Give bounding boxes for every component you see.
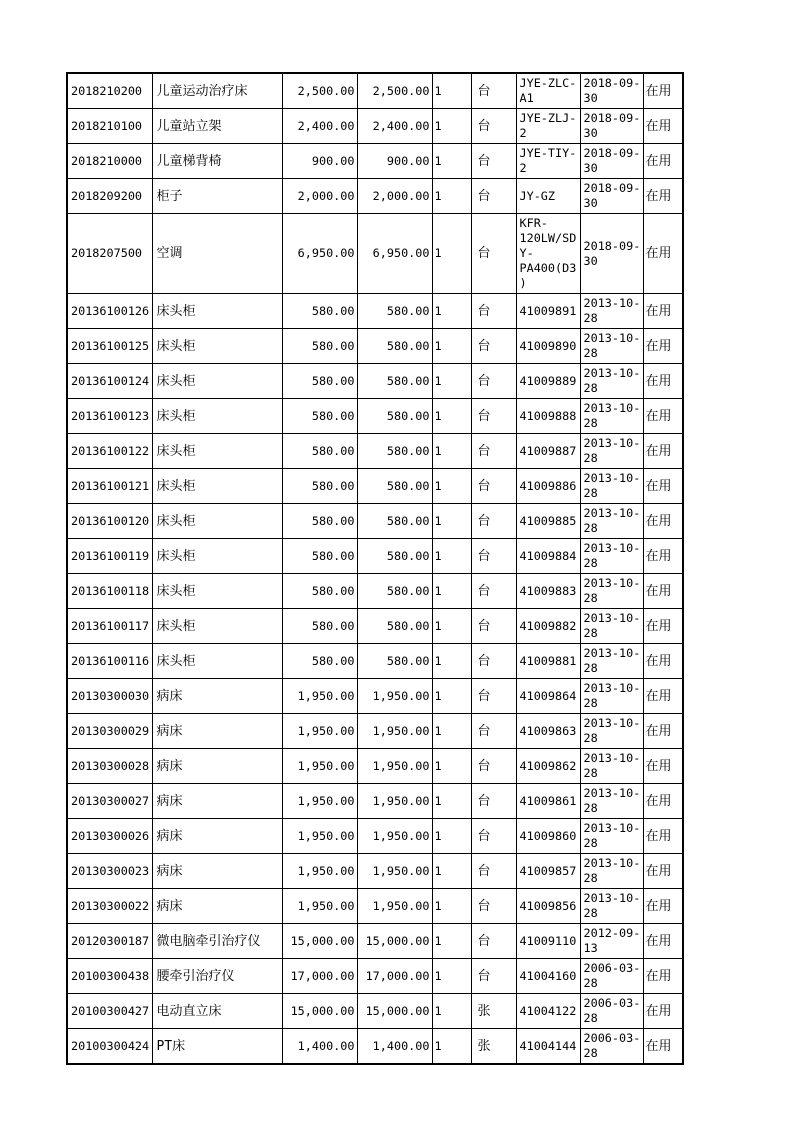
cell-unit: 台: [471, 819, 516, 854]
cell-amount: 1,950.00: [357, 714, 432, 749]
cell-unit-price: 580.00: [282, 294, 357, 329]
cell-unit: 台: [471, 644, 516, 679]
cell-asset-name: 床头柜: [152, 574, 282, 609]
cell-model-or-serial: 41009863: [516, 714, 580, 749]
cell-asset-name: 空调: [152, 214, 282, 294]
table-row: [67, 179, 683, 214]
cell-unit: 台: [471, 214, 516, 294]
cell-model-or-serial: 41004160: [516, 959, 580, 994]
table-row: [67, 959, 683, 994]
cell-amount: 1,950.00: [357, 749, 432, 784]
cell-asset-id: 2018210100: [67, 109, 152, 144]
table-row: [67, 644, 683, 679]
cell-model-or-serial: 41009856: [516, 889, 580, 924]
cell-asset-name: 床头柜: [152, 364, 282, 399]
cell-unit-price: 900.00: [282, 144, 357, 179]
cell-status: 在用: [643, 574, 683, 609]
cell-status: 在用: [643, 959, 683, 994]
table-row: [67, 574, 683, 609]
cell-date: 2013-10-28: [580, 539, 643, 574]
cell-quantity: 1: [432, 504, 471, 539]
cell-unit-price: 580.00: [282, 399, 357, 434]
cell-unit-price: 1,950.00: [282, 854, 357, 889]
cell-unit-price: 15,000.00: [282, 924, 357, 959]
cell-amount: 580.00: [357, 609, 432, 644]
cell-status: 在用: [643, 644, 683, 679]
cell-model-or-serial: 41009885: [516, 504, 580, 539]
cell-asset-id: 20136100117: [67, 609, 152, 644]
cell-quantity: 1: [432, 854, 471, 889]
cell-unit-price: 580.00: [282, 644, 357, 679]
table-row: [67, 294, 683, 329]
cell-model-or-serial: 41009864: [516, 679, 580, 714]
cell-model-or-serial: 41009891: [516, 294, 580, 329]
cell-quantity: 1: [432, 574, 471, 609]
cell-unit: 台: [471, 73, 516, 109]
cell-unit: 台: [471, 179, 516, 214]
table-row: [67, 214, 683, 294]
cell-asset-name: PT床: [152, 1029, 282, 1065]
cell-asset-name: 病床: [152, 749, 282, 784]
cell-date: 2018-09-30: [580, 179, 643, 214]
cell-amount: 580.00: [357, 469, 432, 504]
cell-unit: 台: [471, 924, 516, 959]
cell-unit: 台: [471, 329, 516, 364]
cell-unit: 台: [471, 434, 516, 469]
cell-status: 在用: [643, 784, 683, 819]
cell-unit-price: 6,950.00: [282, 214, 357, 294]
cell-asset-name: 床头柜: [152, 539, 282, 574]
cell-asset-name: 病床: [152, 679, 282, 714]
cell-asset-id: 20136100118: [67, 574, 152, 609]
cell-quantity: 1: [432, 714, 471, 749]
cell-unit: 台: [471, 364, 516, 399]
cell-unit-price: 2,500.00: [282, 73, 357, 109]
cell-model-or-serial: JYE-ZLJ-2: [516, 109, 580, 144]
cell-quantity: 1: [432, 294, 471, 329]
cell-quantity: 1: [432, 399, 471, 434]
cell-status: 在用: [643, 539, 683, 574]
table-row: [67, 609, 683, 644]
cell-amount: 1,950.00: [357, 889, 432, 924]
cell-status: 在用: [643, 434, 683, 469]
table-row: [67, 994, 683, 1029]
cell-asset-id: 20130300030: [67, 679, 152, 714]
cell-unit-price: 580.00: [282, 364, 357, 399]
cell-status: 在用: [643, 994, 683, 1029]
cell-asset-name: 病床: [152, 889, 282, 924]
cell-status: 在用: [643, 399, 683, 434]
cell-status: 在用: [643, 714, 683, 749]
cell-model-or-serial: 41009882: [516, 609, 580, 644]
table-row: [67, 469, 683, 504]
cell-asset-name: 床头柜: [152, 644, 282, 679]
cell-unit-price: 17,000.00: [282, 959, 357, 994]
cell-date: 2013-10-28: [580, 714, 643, 749]
cell-unit: 台: [471, 749, 516, 784]
cell-asset-name: 床头柜: [152, 434, 282, 469]
cell-asset-id: 2018210000: [67, 144, 152, 179]
cell-date: 2013-10-28: [580, 364, 643, 399]
cell-asset-id: 20100300438: [67, 959, 152, 994]
cell-amount: 580.00: [357, 574, 432, 609]
cell-quantity: 1: [432, 784, 471, 819]
cell-status: 在用: [643, 144, 683, 179]
table-row: [67, 144, 683, 179]
cell-unit-price: 580.00: [282, 574, 357, 609]
cell-unit: 台: [471, 294, 516, 329]
cell-model-or-serial: JYE-TIY-2: [516, 144, 580, 179]
cell-model-or-serial: 41009887: [516, 434, 580, 469]
cell-date: 2013-10-28: [580, 679, 643, 714]
cell-date: 2018-09-30: [580, 214, 643, 294]
table-row: [67, 889, 683, 924]
cell-asset-name: 床头柜: [152, 294, 282, 329]
cell-amount: 6,950.00: [357, 214, 432, 294]
cell-quantity: 1: [432, 364, 471, 399]
cell-asset-name: 柜子: [152, 179, 282, 214]
cell-unit-price: 1,950.00: [282, 819, 357, 854]
table-row: [67, 329, 683, 364]
cell-date: 2013-10-28: [580, 294, 643, 329]
cell-model-or-serial: 41009888: [516, 399, 580, 434]
cell-asset-id: 20100300424: [67, 1029, 152, 1065]
cell-amount: 1,400.00: [357, 1029, 432, 1065]
cell-unit-price: 2,000.00: [282, 179, 357, 214]
cell-unit: 台: [471, 959, 516, 994]
cell-asset-name: 儿童运动治疗床: [152, 73, 282, 109]
cell-amount: 2,400.00: [357, 109, 432, 144]
cell-model-or-serial: 41009857: [516, 854, 580, 889]
cell-unit-price: 580.00: [282, 469, 357, 504]
cell-unit-price: 580.00: [282, 609, 357, 644]
cell-model-or-serial: 41009886: [516, 469, 580, 504]
cell-date: 2012-09-13: [580, 924, 643, 959]
cell-date: 2013-10-28: [580, 819, 643, 854]
cell-amount: 580.00: [357, 504, 432, 539]
cell-model-or-serial: 41009889: [516, 364, 580, 399]
cell-unit: 台: [471, 609, 516, 644]
cell-asset-id: 20136100116: [67, 644, 152, 679]
cell-quantity: 1: [432, 109, 471, 144]
cell-amount: 580.00: [357, 399, 432, 434]
cell-quantity: 1: [432, 329, 471, 364]
cell-amount: 1,950.00: [357, 854, 432, 889]
cell-amount: 1,950.00: [357, 784, 432, 819]
table-row: [67, 73, 683, 109]
cell-model-or-serial: 41009862: [516, 749, 580, 784]
cell-unit: 张: [471, 994, 516, 1029]
cell-amount: 580.00: [357, 364, 432, 399]
cell-amount: 2,000.00: [357, 179, 432, 214]
cell-status: 在用: [643, 1029, 683, 1065]
cell-status: 在用: [643, 609, 683, 644]
cell-unit: 台: [471, 504, 516, 539]
cell-unit: 台: [471, 469, 516, 504]
cell-unit: 台: [471, 784, 516, 819]
cell-quantity: 1: [432, 924, 471, 959]
cell-unit-price: 580.00: [282, 329, 357, 364]
cell-asset-id: 20120300187: [67, 924, 152, 959]
cell-asset-id: 20136100121: [67, 469, 152, 504]
cell-model-or-serial: 41009881: [516, 644, 580, 679]
cell-date: 2006-03-28: [580, 994, 643, 1029]
cell-unit-price: 1,950.00: [282, 714, 357, 749]
cell-amount: 15,000.00: [357, 924, 432, 959]
cell-date: 2006-03-28: [580, 1029, 643, 1065]
cell-unit-price: 580.00: [282, 434, 357, 469]
cell-status: 在用: [643, 679, 683, 714]
cell-unit-price: 580.00: [282, 504, 357, 539]
cell-asset-id: 20130300027: [67, 784, 152, 819]
cell-quantity: 1: [432, 959, 471, 994]
cell-model-or-serial: 41009890: [516, 329, 580, 364]
cell-asset-id: 20136100123: [67, 399, 152, 434]
table-row: [67, 434, 683, 469]
cell-model-or-serial: 41009860: [516, 819, 580, 854]
cell-status: 在用: [643, 854, 683, 889]
cell-asset-name: 微电脑牵引治疗仪: [152, 924, 282, 959]
cell-unit-price: 1,950.00: [282, 784, 357, 819]
equipment-table-body: [67, 73, 683, 1064]
cell-asset-id: 20130300022: [67, 889, 152, 924]
cell-asset-id: 20100300427: [67, 994, 152, 1029]
table-row: [67, 749, 683, 784]
cell-model-or-serial: 41004122: [516, 994, 580, 1029]
table-row: [67, 784, 683, 819]
cell-status: 在用: [643, 924, 683, 959]
table-row: [67, 854, 683, 889]
cell-asset-name: 病床: [152, 819, 282, 854]
cell-date: 2013-10-28: [580, 574, 643, 609]
cell-quantity: 1: [432, 889, 471, 924]
cell-quantity: 1: [432, 214, 471, 294]
cell-quantity: 1: [432, 679, 471, 714]
cell-status: 在用: [643, 214, 683, 294]
cell-unit-price: 580.00: [282, 539, 357, 574]
cell-asset-name: 儿童梯背椅: [152, 144, 282, 179]
cell-asset-id: 20136100125: [67, 329, 152, 364]
cell-asset-id: 20130300023: [67, 854, 152, 889]
cell-status: 在用: [643, 364, 683, 399]
cell-date: 2013-10-28: [580, 854, 643, 889]
cell-quantity: 1: [432, 539, 471, 574]
cell-amount: 17,000.00: [357, 959, 432, 994]
cell-model-or-serial: 41009884: [516, 539, 580, 574]
cell-date: 2013-10-28: [580, 889, 643, 924]
table-row: [67, 399, 683, 434]
table-row: [67, 504, 683, 539]
cell-amount: 1,950.00: [357, 679, 432, 714]
cell-unit: 台: [471, 679, 516, 714]
cell-asset-id: 2018210200: [67, 73, 152, 109]
cell-unit: 台: [471, 109, 516, 144]
cell-status: 在用: [643, 469, 683, 504]
cell-unit: 台: [471, 574, 516, 609]
cell-unit-price: 15,000.00: [282, 994, 357, 1029]
equipment-table: [66, 72, 684, 1065]
cell-date: 2013-10-28: [580, 434, 643, 469]
table-row: [67, 109, 683, 144]
cell-date: 2013-10-28: [580, 329, 643, 364]
table-row: [67, 679, 683, 714]
cell-date: 2013-10-28: [580, 609, 643, 644]
table-row: [67, 539, 683, 574]
cell-amount: 580.00: [357, 434, 432, 469]
cell-date: 2018-09-30: [580, 109, 643, 144]
cell-model-or-serial: 41004144: [516, 1029, 580, 1065]
cell-quantity: 1: [432, 144, 471, 179]
cell-status: 在用: [643, 504, 683, 539]
cell-asset-name: 床头柜: [152, 504, 282, 539]
cell-amount: 2,500.00: [357, 73, 432, 109]
table-row: [67, 364, 683, 399]
cell-asset-id: 2018207500: [67, 214, 152, 294]
cell-model-or-serial: 41009883: [516, 574, 580, 609]
cell-amount: 580.00: [357, 539, 432, 574]
cell-status: 在用: [643, 73, 683, 109]
cell-asset-id: 20136100124: [67, 364, 152, 399]
cell-date: 2013-10-28: [580, 784, 643, 819]
cell-amount: 1,950.00: [357, 819, 432, 854]
cell-amount: 580.00: [357, 644, 432, 679]
cell-asset-name: 床头柜: [152, 329, 282, 364]
table-row: [67, 1029, 683, 1065]
cell-asset-name: 床头柜: [152, 469, 282, 504]
cell-asset-name: 儿童站立架: [152, 109, 282, 144]
cell-model-or-serial: JYE-ZLC-A1: [516, 73, 580, 109]
cell-status: 在用: [643, 749, 683, 784]
cell-unit: 张: [471, 1029, 516, 1065]
table-row: [67, 714, 683, 749]
cell-date: 2013-10-28: [580, 469, 643, 504]
cell-unit: 台: [471, 144, 516, 179]
cell-asset-name: 腰牵引治疗仪: [152, 959, 282, 994]
cell-date: 2013-10-28: [580, 749, 643, 784]
cell-asset-id: 20136100122: [67, 434, 152, 469]
cell-unit-price: 1,400.00: [282, 1029, 357, 1065]
cell-quantity: 1: [432, 609, 471, 644]
cell-status: 在用: [643, 294, 683, 329]
cell-status: 在用: [643, 889, 683, 924]
cell-quantity: 1: [432, 469, 471, 504]
cell-amount: 580.00: [357, 329, 432, 364]
cell-unit-price: 1,950.00: [282, 749, 357, 784]
cell-model-or-serial: 41009110: [516, 924, 580, 959]
cell-date: 2018-09-30: [580, 73, 643, 109]
cell-model-or-serial: JY-GZ: [516, 179, 580, 214]
cell-unit-price: 1,950.00: [282, 679, 357, 714]
cell-asset-id: 20136100126: [67, 294, 152, 329]
cell-unit: 台: [471, 889, 516, 924]
table-row: [67, 924, 683, 959]
cell-quantity: 1: [432, 1029, 471, 1065]
cell-asset-name: 电动直立床: [152, 994, 282, 1029]
cell-date: 2013-10-28: [580, 399, 643, 434]
cell-quantity: 1: [432, 434, 471, 469]
cell-asset-name: 床头柜: [152, 399, 282, 434]
cell-status: 在用: [643, 179, 683, 214]
cell-date: 2018-09-30: [580, 144, 643, 179]
cell-asset-name: 床头柜: [152, 609, 282, 644]
cell-asset-name: 病床: [152, 854, 282, 889]
cell-quantity: 1: [432, 179, 471, 214]
cell-unit: 台: [471, 399, 516, 434]
cell-status: 在用: [643, 819, 683, 854]
cell-asset-id: 20130300028: [67, 749, 152, 784]
cell-unit: 台: [471, 714, 516, 749]
table-row: [67, 819, 683, 854]
cell-quantity: 1: [432, 73, 471, 109]
cell-status: 在用: [643, 109, 683, 144]
cell-amount: 900.00: [357, 144, 432, 179]
cell-date: 2013-10-28: [580, 644, 643, 679]
cell-amount: 580.00: [357, 294, 432, 329]
cell-unit-price: 1,950.00: [282, 889, 357, 924]
cell-unit: 台: [471, 539, 516, 574]
cell-quantity: 1: [432, 749, 471, 784]
cell-asset-id: 20136100119: [67, 539, 152, 574]
cell-amount: 15,000.00: [357, 994, 432, 1029]
cell-asset-id: 2018209200: [67, 179, 152, 214]
cell-asset-id: 20136100120: [67, 504, 152, 539]
cell-asset-id: 20130300026: [67, 819, 152, 854]
cell-unit-price: 2,400.00: [282, 109, 357, 144]
cell-quantity: 1: [432, 819, 471, 854]
cell-quantity: 1: [432, 644, 471, 679]
cell-date: 2006-03-28: [580, 959, 643, 994]
cell-asset-name: 病床: [152, 714, 282, 749]
cell-date: 2013-10-28: [580, 504, 643, 539]
cell-status: 在用: [643, 329, 683, 364]
cell-quantity: 1: [432, 994, 471, 1029]
cell-model-or-serial: KFR-120LW/SDY-PA400(D3): [516, 214, 580, 294]
cell-asset-id: 20130300029: [67, 714, 152, 749]
cell-unit: 台: [471, 854, 516, 889]
cell-model-or-serial: 41009861: [516, 784, 580, 819]
cell-asset-name: 病床: [152, 784, 282, 819]
